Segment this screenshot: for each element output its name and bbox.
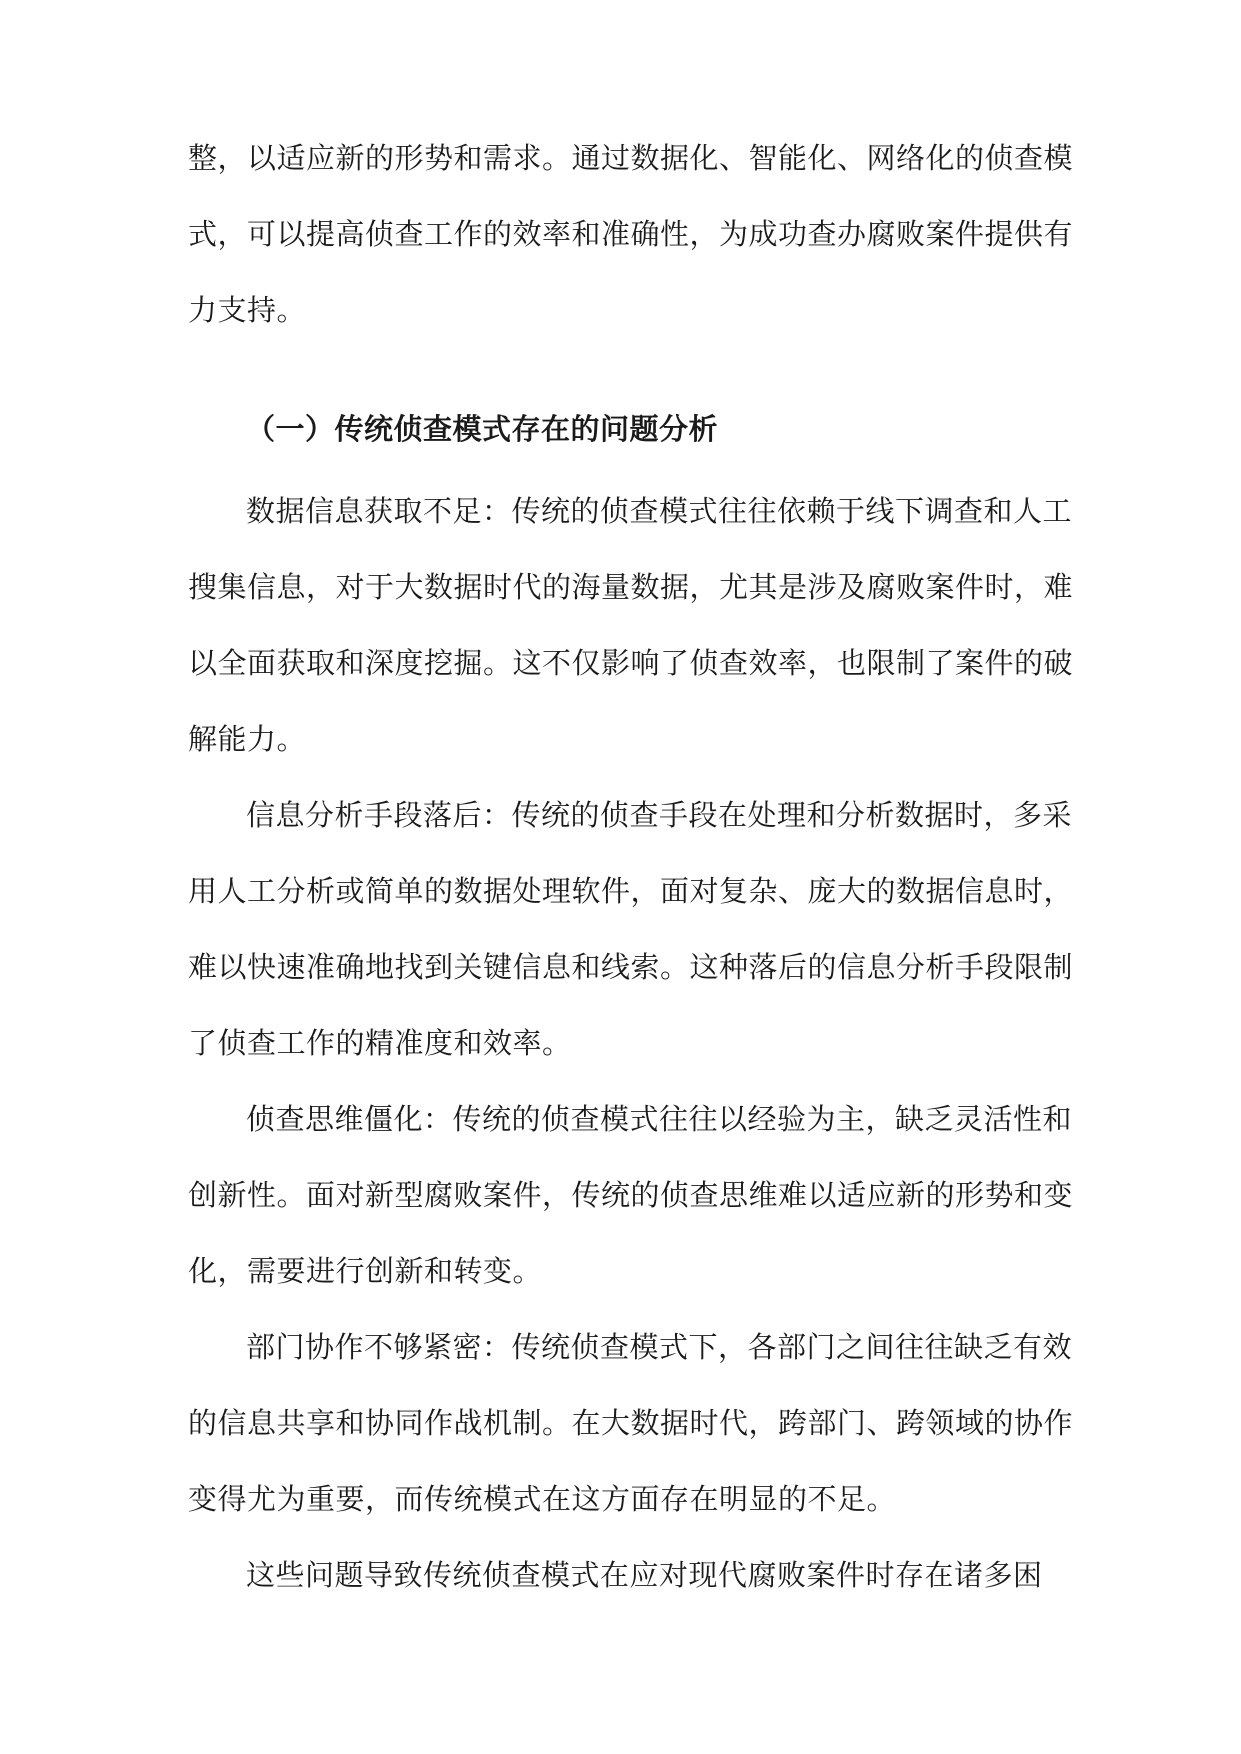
text-line: 以全面获取和深度挖掘。这不仅影响了侦查效率，也限制了案件的破 bbox=[188, 646, 1074, 680]
text-line: 创新性。面对新型腐败案件，传统的侦查思维难以适应新的形势和变 bbox=[188, 1178, 1074, 1212]
text-line: 整，以适应新的形势和需求。通过数据化、智能化、网络化的侦查模 bbox=[188, 141, 1074, 175]
paragraph-analysis-methods bbox=[188, 777, 1074, 1081]
paragraph-data-acquisition bbox=[188, 473, 1074, 777]
paragraph-rigid-thinking bbox=[188, 1081, 1074, 1309]
paragraph-department-cooperation bbox=[188, 1309, 1074, 1537]
text-line: 变得尤为重要，而传统模式在这方面存在明显的不足。 bbox=[188, 1482, 897, 1516]
text-line: 搜集信息，对于大数据时代的海量数据，尤其是涉及腐败案件时，难 bbox=[188, 570, 1074, 604]
text-line: 部门协作不够紧密：传统侦查模式下，各部门之间往往缺乏有效 bbox=[246, 1330, 1073, 1364]
text-line: 式，可以提高侦查工作的效率和准确性，为成功查办腐败案件提供有 bbox=[188, 217, 1074, 251]
text-line: 信息分析手段落后：传统的侦查手段在处理和分析数据时，多采 bbox=[246, 798, 1073, 832]
text-line: 了侦查工作的精准度和效率。 bbox=[188, 1026, 572, 1060]
text-line: 用人工分析或简单的数据处理软件，面对复杂、庞大的数据信息时， bbox=[188, 874, 1074, 908]
paragraph-continuation bbox=[188, 120, 1074, 348]
text-line: 这些问题导致传统侦查模式在应对现代腐败案件时存在诸多困 bbox=[246, 1558, 1043, 1592]
paragraph-summary bbox=[188, 1537, 1068, 1613]
text-line: 数据信息获取不足：传统的侦查模式往往依赖于线下调查和人工 bbox=[246, 494, 1073, 528]
text-line: 的信息共享和协同作战机制。在大数据时代，跨部门、跨领域的协作 bbox=[188, 1406, 1074, 1440]
text-line: 解能力。 bbox=[188, 722, 307, 756]
text-line: 力支持。 bbox=[188, 293, 307, 327]
text-line: 侦查思维僵化：传统的侦查模式往往以经验为主，缺乏灵活性和 bbox=[246, 1102, 1073, 1136]
text-line: 化，需要进行创新和转变。 bbox=[188, 1254, 543, 1288]
section-heading: （一）传统侦查模式存在的问题分析 bbox=[246, 412, 719, 446]
text-line: 难以快速准确地找到关键信息和线索。这种落后的信息分析手段限制 bbox=[188, 950, 1074, 984]
